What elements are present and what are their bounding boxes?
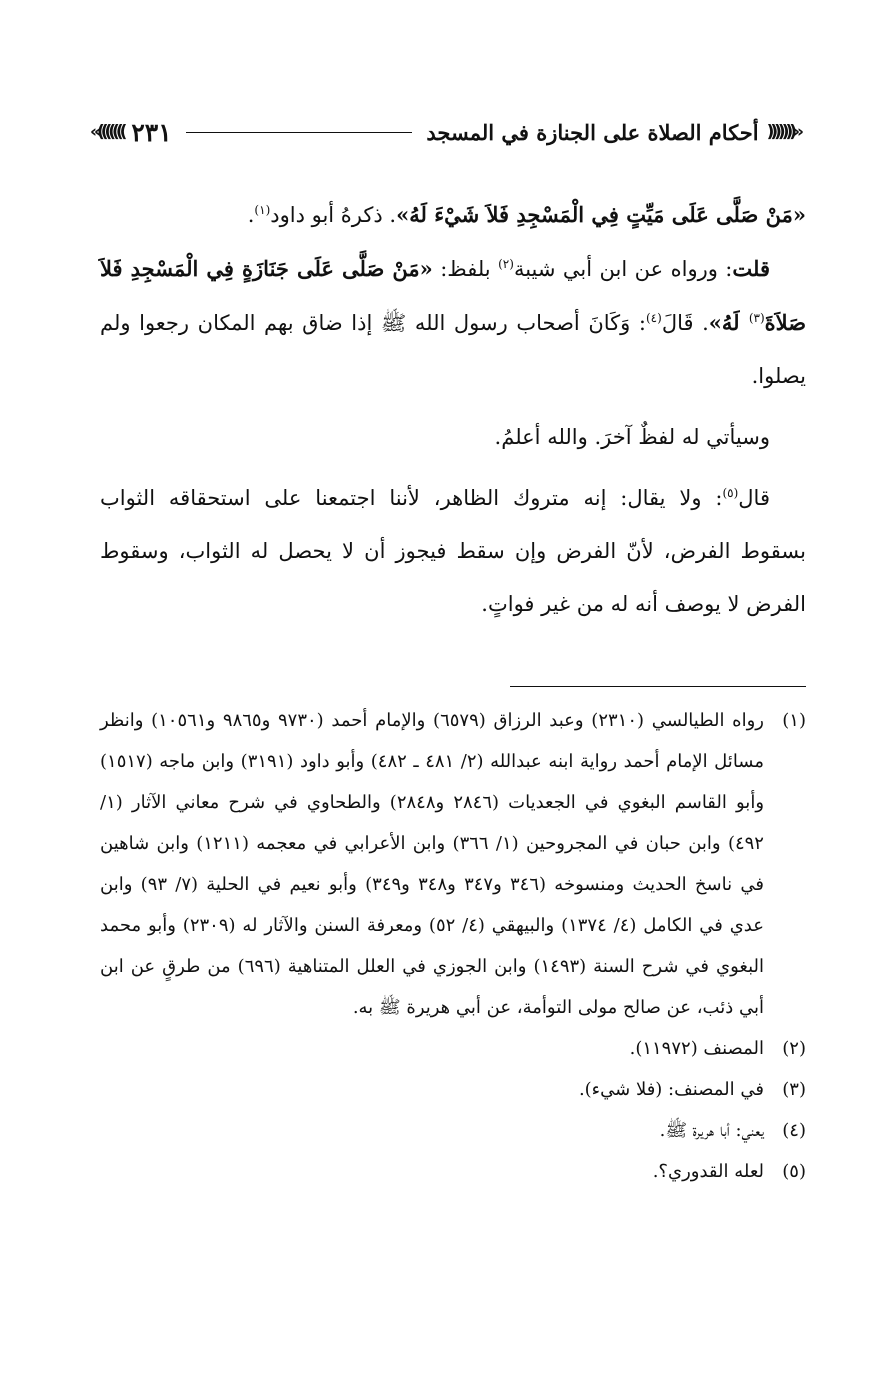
paragraph-4-text-1: قال (738, 486, 770, 510)
hadith-quote-1: «مَنْ صَلَّى عَلَى مَيِّتٍ فِي الْمَسْجِدِ فَلاَ شَيْءَ لَهُ» (396, 202, 806, 227)
footnote-number: (٣) (782, 1079, 806, 1100)
footnote-text: في المصنف: (فلا شيء). (578, 1079, 764, 1100)
paragraph-1-end: . (247, 203, 255, 227)
footnote-number: (٢) (782, 1038, 806, 1059)
hadith-quote-2b: لَهُ» (708, 310, 749, 335)
footnote-3 (100, 1069, 806, 1110)
header-rule (186, 132, 413, 133)
footnote-4 (100, 1110, 806, 1151)
footnote-number: (٤) (782, 1120, 806, 1141)
paragraph-1-text: . ذكرهُ أبو داود (270, 203, 397, 227)
paragraph-4-text-2: : ولا يقال: إنه متروك الظاهر، لأننا اجتمعنا على استحقاقه الثواب بسقوط الفرض، لأنّ الفرض وإن سقط فيجوز أن لا يحصل له الثواب، وسقوط الفرض لا يوصف أنه له من غير فواتٍ. (100, 486, 806, 616)
paragraph-1 (100, 188, 806, 242)
paragraph-3: وسيأتي له لفظٌ آخرَ. والله أعلمُ. (494, 425, 770, 449)
footnote-text: يعني: أبا هريرة ﷺ. (659, 1120, 764, 1141)
paragraph-2 (100, 242, 806, 403)
footnote-ref-5: (٥) (722, 486, 739, 500)
footnote-ref-1: (١) (254, 203, 271, 217)
footnote-text: رواه الطيالسي (٢٣١٠) وعبد الرزاق (٦٥٧٩) والإمام أحمد (٩٧٣٠ و٩٨٦٥ و١٠٥٦١) وانظر مسائل الإمام أحمد رواية ابنه عبدالله (٢/ ٤٨١ ـ ٤٨٢) وأبو داود (٣١٩١) وابن ماجه (١٥١٧) وأبو القاسم البغوي في الجعديات (٢٨٤٦ و٢٨٤٨) والطحاوي في شرح معاني الآثار (١/ ٤٩٢) وابن حبان في المجروحين (١/ ٣٦٦) وابن الأعرابي في معجمه (١٢١١) وابن شاهين في ناسخ الحديث ومنسوخه (٣٤٦ و٣٤٧ و٣٤٨ و٣٤٩) وأبو نعيم في الحلية (٧/ ٩٣) وابن عدي في الكامل (٤/ ١٣٧٤) والبيهقي (٤/ ٥٢) ومعرفة السنن والآثار له (٢٣٠٩) وأبو محمد البغوي في شرح السنة (١٤٩٣) وابن الجوزي في العلل المتناهية (٦٩٦) من طرقٍ عن ابن أبي ذئب، عن صالح مولى التوأمة، عن أبي هريرة ﷺ به. (100, 710, 765, 1018)
qultu-label: قلت (732, 256, 771, 281)
footnote-text: المصنف (١١٩٧٢). (629, 1038, 764, 1059)
footnote-ref-3: (٣) (748, 311, 765, 325)
paragraph-2-text-3: . قَالَ (661, 311, 709, 335)
page-number: ٢٣١ (131, 117, 172, 147)
footnote-5 (100, 1151, 806, 1192)
paragraph-2-text-4: : وَكَانَ أصحاب رسول الله ﷺ إذا ضاق بهم المكان رجعوا ولم يصلوا. (100, 311, 806, 388)
footnotes (100, 700, 806, 1192)
main-text (100, 188, 806, 631)
hadith-quote-2a: «مَنْ صَلَّى عَلَى جَنَازَةٍ فِي الْمَسْجِدِ فَلاَ صَلاَةَ (100, 256, 807, 335)
footnote-text: لعله القدوري؟. (652, 1161, 764, 1182)
footnote-ref-2: (٢) (498, 257, 514, 271)
footnote-1 (100, 700, 806, 1028)
footnote-2 (100, 1028, 806, 1069)
paragraph-2-text-2: بلفظ: (432, 257, 499, 281)
header-title: أحكام الصلاة على الجنازة في المسجد (426, 119, 759, 145)
paragraph-2-text-1: : ورواه عن ابن أبي شيبة (513, 257, 733, 281)
footnote-number: (٥) (782, 1161, 806, 1182)
paragraph-4 (100, 472, 806, 631)
header-ornament-right: «((((((( (766, 121, 800, 142)
footnote-ref-4: (٤) (645, 311, 662, 325)
footnote-number: (١) (782, 710, 806, 731)
header-ornament-left: )))))))» (90, 121, 124, 142)
footnote-separator (510, 686, 806, 687)
running-header (90, 112, 800, 152)
